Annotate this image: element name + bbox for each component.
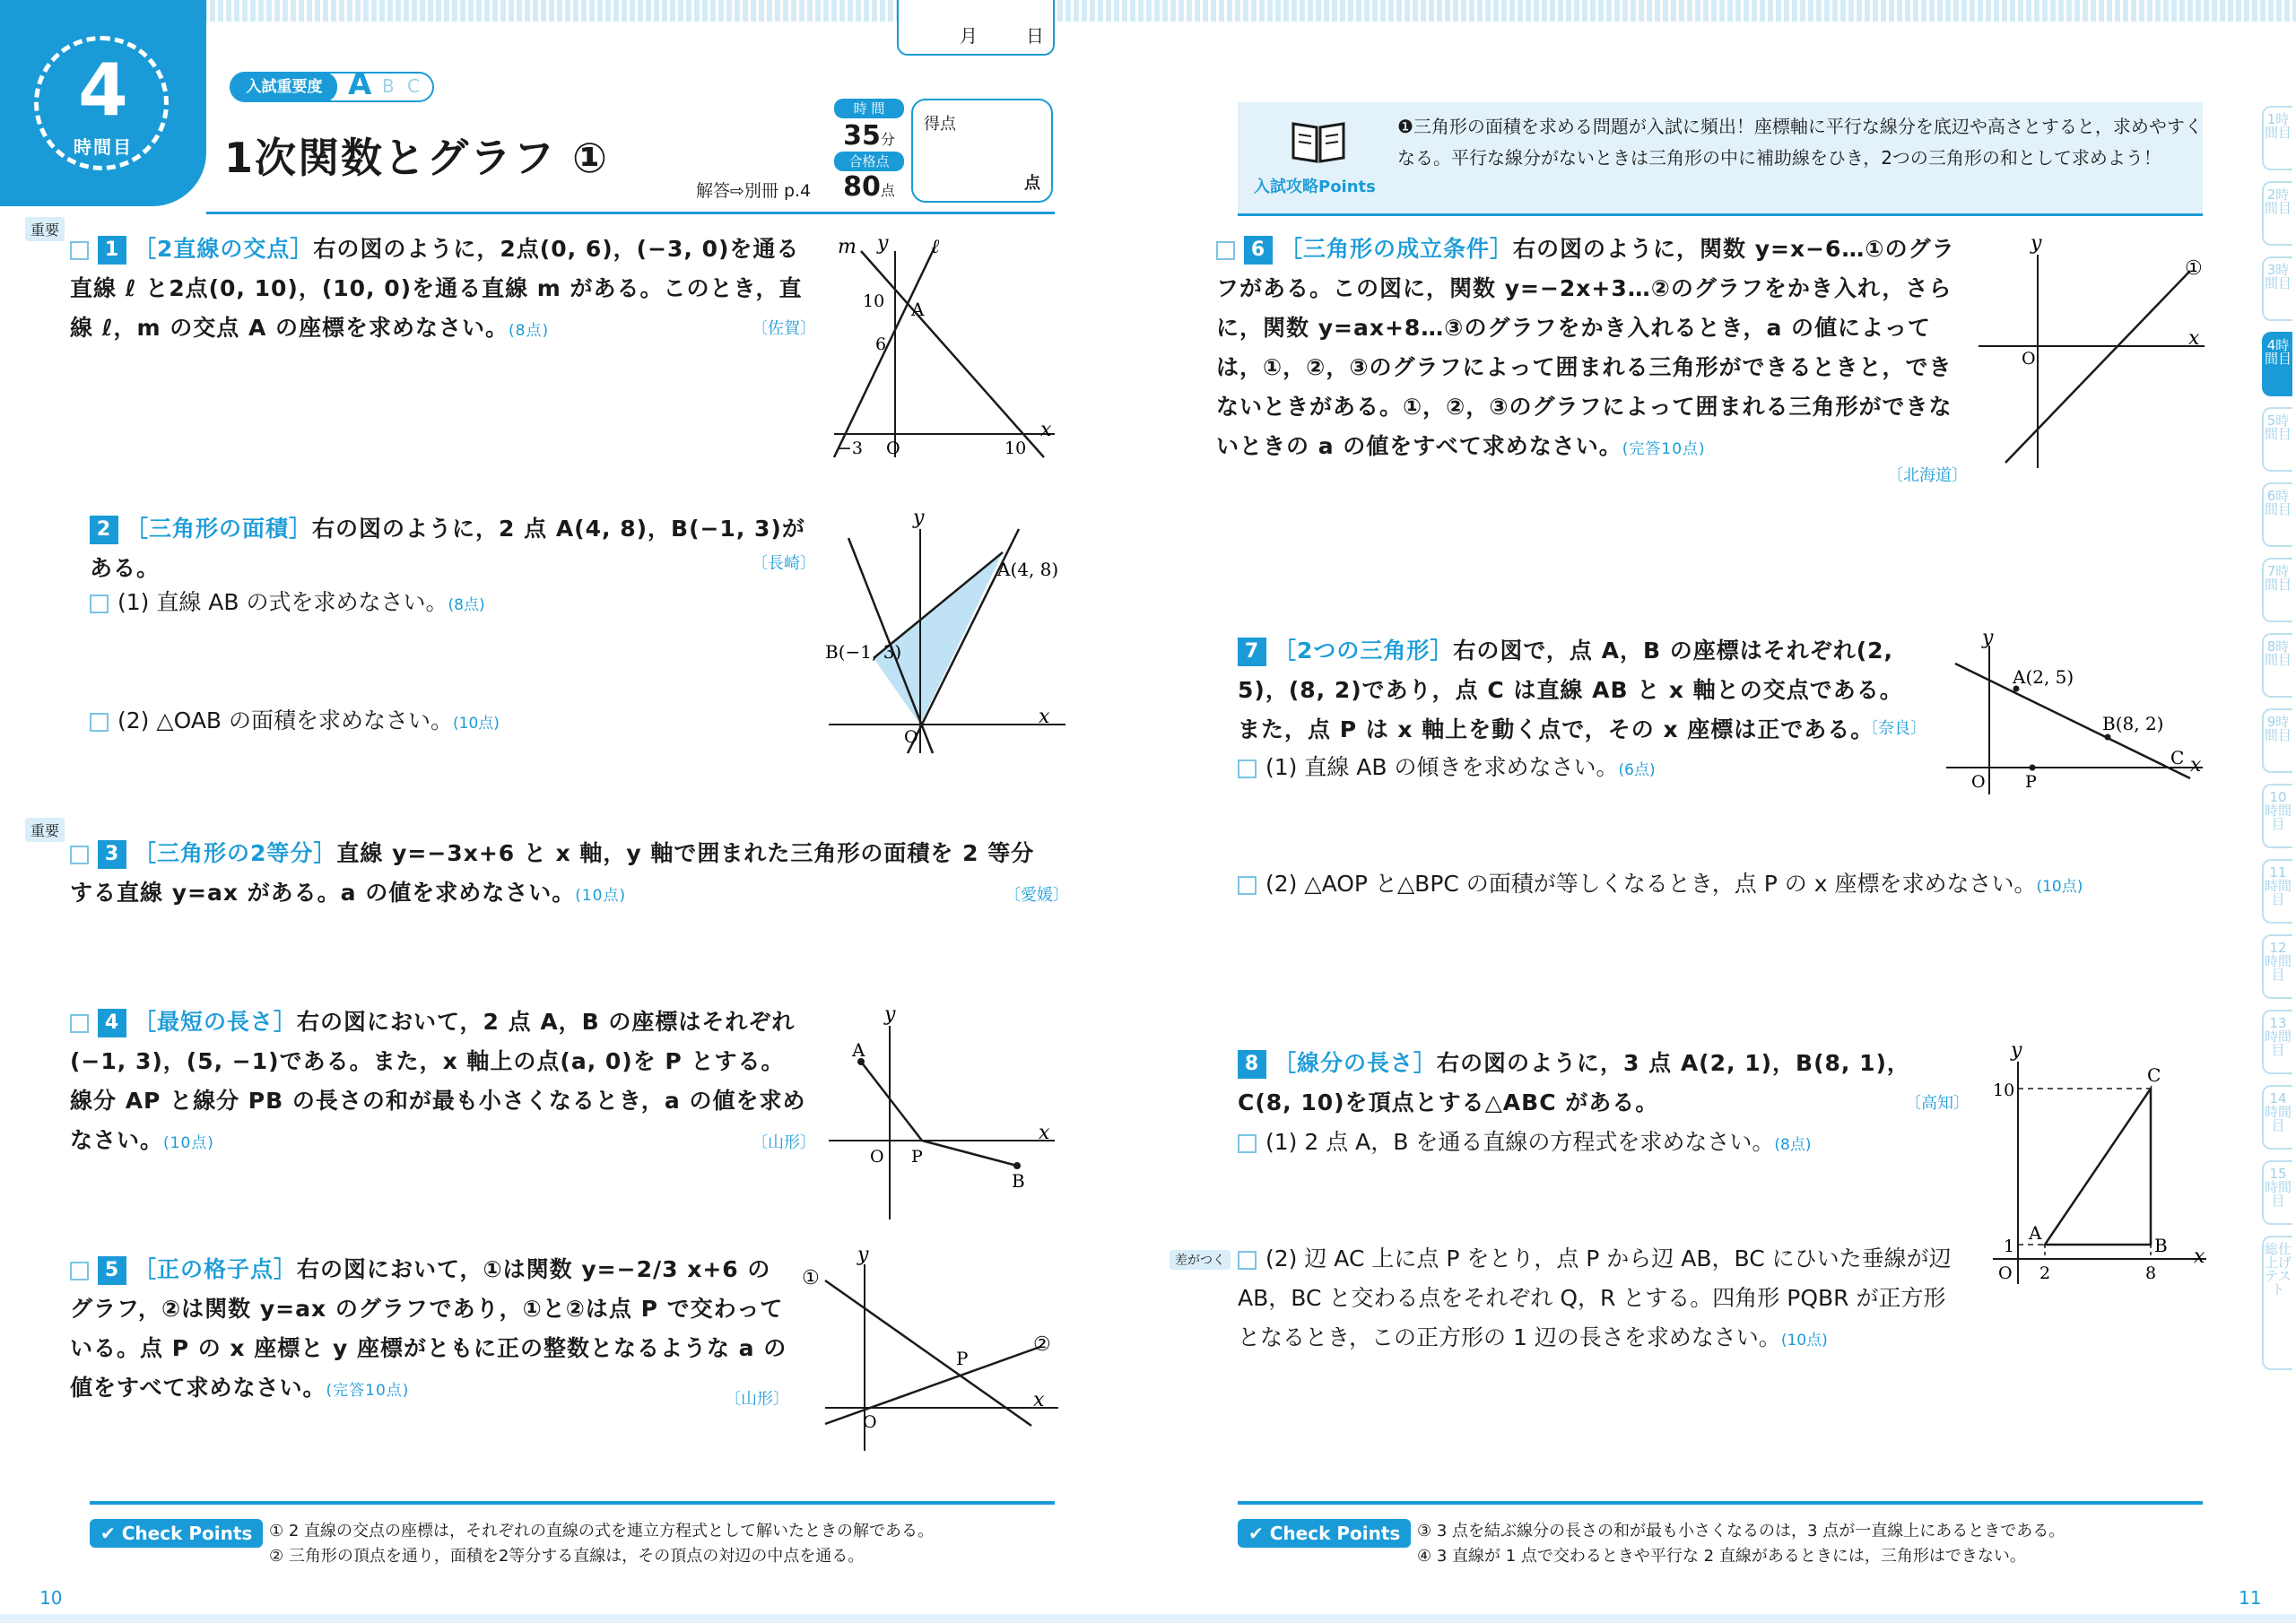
- g8-C-label: C: [2147, 1064, 2161, 1086]
- lesson-unit: 時間目: [74, 136, 133, 158]
- date-month: 月: [960, 25, 978, 47]
- graph-4: [825, 1004, 1058, 1219]
- question-7-sub2-checkbox[interactable]: [1238, 876, 1257, 895]
- g2-x-label: x: [1039, 706, 1050, 728]
- pass-unit: 点: [880, 182, 895, 199]
- question-7-number: 7: [1238, 638, 1266, 666]
- g6-c1-label: ①: [2185, 257, 2203, 280]
- importance-level-b: B: [382, 75, 395, 97]
- g7-y-label: y: [1982, 628, 1994, 649]
- g6-O-label: O: [2022, 349, 2036, 369]
- check-points-label-left: Check Points: [121, 1523, 253, 1544]
- check-bar-right: [1238, 1501, 2203, 1505]
- g2-A-label: A(4, 8): [997, 559, 1059, 580]
- question-6-checkbox[interactable]: [1216, 241, 1235, 260]
- question-2-sub2: [90, 701, 500, 743]
- g7-P-label: P: [2025, 772, 2037, 792]
- question-7-sub1-points: (6点): [1618, 761, 1656, 779]
- side-tab-14[interactable]: 14時間目: [2262, 1085, 2292, 1150]
- g4-x-label: x: [1039, 1122, 1050, 1144]
- question-2: [90, 509, 825, 588]
- question-6-text: 右の図のように，関数 y=x−6…①のグラフがある。この図に，関数 y=−2x+3…②のグラフをかき入れ，さらに，関数 y=ax+8…③のグラフをかき入れるとき，a の値によっては，①，②，③のグラフによって囲まれる三角形ができるときと，できないときがある。①，②，③のグラフによって囲まれる三角形ができないときの a の値をすべて求めなさい。: [1216, 236, 1955, 459]
- check-points-label-right: Check Points: [1269, 1523, 1401, 1544]
- score-box[interactable]: [911, 99, 1053, 203]
- time-unit: 分: [880, 131, 895, 148]
- question-8-sub2-checkbox[interactable]: [1238, 1251, 1257, 1270]
- g5-x-label: x: [1033, 1389, 1045, 1411]
- side-tab-2[interactable]: 2時間目: [2262, 181, 2292, 246]
- question-8-sub1-text: (1) 2 点 A，B を通る直線の方程式を求めなさい。: [1265, 1129, 1775, 1155]
- side-tab-10[interactable]: 10時間目: [2262, 784, 2292, 848]
- g8-y-label: y: [2011, 1040, 2022, 1062]
- g1-A-label: A: [911, 299, 925, 320]
- g1-l-label: ℓ: [931, 236, 940, 258]
- strategy-divider: [1238, 213, 2203, 216]
- question-3-tag: ［三角形の2等分］: [134, 840, 337, 866]
- g4-P-label: P: [911, 1147, 923, 1167]
- question-6-points: (完答10点): [1622, 440, 1706, 458]
- g1-y10-label: 10: [863, 291, 885, 311]
- question-7-source: 〔奈良〕: [1862, 719, 1926, 738]
- g4-A-label: A: [852, 1039, 865, 1061]
- g2-B-label: B(−1, 3): [825, 641, 902, 663]
- pass-value: 80: [843, 171, 881, 203]
- g2-O-label: O: [904, 727, 918, 747]
- question-8-text: 右の図のように，3 点 A(2, 1)，B(8, 1)，C(8, 10)を頂点とする△ABC がある。: [1238, 1050, 1910, 1115]
- g8-O-label: O: [1998, 1263, 2013, 1283]
- question-5: [70, 1250, 787, 1410]
- g7-O-label: O: [1971, 772, 1986, 792]
- graph-2: [825, 511, 1067, 762]
- question-2-sub1-points: (8点): [448, 596, 485, 614]
- importance-badge: [230, 66, 434, 102]
- graph-7: [1943, 628, 2212, 798]
- g8-B-label: B: [2154, 1235, 2168, 1256]
- score-unit: 点: [1024, 174, 1040, 193]
- g8-x-label: x: [2194, 1245, 2205, 1268]
- graph-8: [1982, 1040, 2215, 1291]
- question-7-sub2: [1238, 864, 2083, 907]
- g5-P-label: P: [956, 1348, 969, 1369]
- g7-C-label: C: [2170, 747, 2185, 768]
- g8-x8-label: 8: [2145, 1263, 2157, 1283]
- side-tab-15[interactable]: 15時間目: [2262, 1160, 2292, 1225]
- side-tab-7[interactable]: 7時間目: [2262, 558, 2292, 622]
- check-points-badge-right: [1238, 1519, 1411, 1548]
- check-points-left: [269, 1519, 1049, 1569]
- graph-1: [825, 233, 1058, 466]
- lesson-number: 4: [78, 48, 128, 132]
- g5-O-label: O: [863, 1412, 877, 1432]
- question-8-sub1-checkbox[interactable]: [1238, 1134, 1257, 1153]
- question-6-source: 〔北海道〕: [1887, 466, 1968, 485]
- question-2-tag: ［三角形の面積］: [126, 516, 313, 542]
- g5-y-label: y: [857, 1248, 869, 1266]
- check-icon: ✔: [1248, 1523, 1270, 1544]
- check-icon: ✔: [100, 1523, 122, 1544]
- book-icon: [1290, 117, 1347, 169]
- question-3-text: 直線 y=−3x+6 と x 軸，y 軸で囲まれた三角形の面積を 2 等分する直線 y=ax がある。a の値を求めなさい。: [70, 840, 1035, 906]
- sagatsuku-badge: 差がつく: [1170, 1250, 1231, 1270]
- question-2-sub1-text: (1) 直線 AB の式を求めなさい。: [117, 589, 448, 615]
- question-5-number: 5: [98, 1256, 126, 1285]
- question-2-sub2-points: (10点): [453, 715, 500, 733]
- check-point-3: ③ 3 点を結ぶ線分の長さの和が最も小さくなるのは，3 点が一直線上にあるときである。: [1417, 1522, 2066, 1541]
- g8-A-label: A: [2029, 1222, 2042, 1244]
- importance-label: 入試重要度: [231, 72, 337, 102]
- date-box[interactable]: [897, 0, 1055, 56]
- question-8-number: 8: [1238, 1050, 1266, 1079]
- question-3-checkbox[interactable]: [70, 846, 89, 864]
- side-tab-4[interactable]: 4時間目: [2262, 332, 2292, 396]
- strategy-label: 入試攻略Points: [1254, 178, 1376, 196]
- juyo-badge-1: 重要: [25, 217, 65, 241]
- g6-x-label: x: [2188, 327, 2200, 350]
- question-8-sub1: [1238, 1123, 1811, 1165]
- g1-x-label: x: [1040, 419, 1052, 441]
- g4-B-label: B: [1012, 1170, 1025, 1192]
- g7-B-label: B(8, 2): [2102, 713, 2164, 734]
- side-tab-1[interactable]: 1時間目: [2262, 106, 2292, 170]
- question-8-sub1-points: (8点): [1774, 1136, 1812, 1154]
- importance-level-a: A: [348, 66, 372, 102]
- g7-A-label: A(2, 5): [2013, 666, 2074, 688]
- check-point-2: ② 三角形の頂点を通り，面積を2等分する直線は，その頂点の対辺の中点を通る。: [269, 1547, 865, 1566]
- time-box: [834, 99, 904, 203]
- question-8-sub2: [1238, 1239, 1955, 1360]
- g1-O-label: O: [886, 438, 900, 458]
- g5-c2-label: ②: [1033, 1333, 1051, 1356]
- side-tab-13[interactable]: 13時間目: [2262, 1010, 2292, 1074]
- question-4-checkbox[interactable]: [70, 1014, 89, 1033]
- strategy-text: ❶三角形の面積を求める問題が入試に頻出！座標軸に平行な線分を底辺や高さとすると，求めやすくなる。平行な線分がないときは三角形の中に補助線をひき，2つの三角形の和として求めよう！: [1397, 116, 2203, 169]
- g5-c1-label: ①: [802, 1267, 820, 1289]
- side-tab-9[interactable]: 9時間目: [2262, 708, 2292, 773]
- question-2-source: 〔長崎〕: [752, 554, 816, 573]
- question-3: [70, 834, 1057, 916]
- question-5-text: 右の図において，①は関数 y=−2/3 x+6 のグラフ，②は関数 y=ax のグラフであり，①と②は点 P で交わっている。点 P の x 座標と y 座標がともに正の整数となるような a の値をすべて求めなさい。: [70, 1256, 787, 1401]
- question-8-tag: ［線分の長さ］: [1274, 1050, 1438, 1076]
- question-7-sub1-checkbox[interactable]: [1238, 759, 1257, 778]
- answer-ref: 解答⇨別冊 p.4: [696, 181, 812, 201]
- question-3-source: 〔愛媛〕: [1004, 886, 1069, 905]
- question-6-tag: ［三角形の成立条件］: [1280, 236, 1514, 262]
- question-1-checkbox[interactable]: [70, 241, 89, 260]
- importance-level-c: C: [407, 75, 420, 97]
- top-decoration: [0, 0, 2296, 22]
- question-1: [70, 230, 807, 351]
- score-label: 得点: [924, 115, 956, 134]
- page-number-left: 10: [39, 1587, 63, 1609]
- question-5-points: (完答10点): [326, 1382, 410, 1400]
- question-7-text: 右の図で，点 A，B の座標はそれぞれ(2, 5)，(8, 2)であり，点 C は直線 AB と x 軸との交点である。また，点 P は x 軸上を動く点で，その x 座標は正である。: [1238, 638, 1903, 742]
- check-points-badge-left: [90, 1519, 263, 1548]
- pass-label: 合格点: [834, 152, 904, 171]
- question-5-checkbox[interactable]: [70, 1262, 89, 1280]
- g8-y10-label: 10: [1993, 1081, 2015, 1100]
- question-7-sub2-points: (10点): [2036, 878, 2083, 896]
- question-7-sub1-text: (1) 直線 AB の傾きを求めなさい。: [1265, 754, 1619, 780]
- g1-m-label: m: [838, 236, 857, 258]
- question-2-sub2-checkbox[interactable]: [90, 713, 109, 732]
- g8-x2-label: 2: [2039, 1263, 2051, 1283]
- question-4: [70, 1002, 807, 1163]
- page-title: 1次関数とグラフ ①: [224, 134, 609, 182]
- question-6-number: 6: [1244, 236, 1273, 265]
- question-8-source: 〔高知〕: [1905, 1094, 1970, 1113]
- question-4-tag: ［最短の長さ］: [134, 1009, 298, 1035]
- question-2-sub1-checkbox[interactable]: [90, 595, 109, 613]
- g8-y1-label: 1: [2004, 1237, 2015, 1256]
- g6-y-label: y: [2031, 233, 2042, 255]
- question-3-points: (10点): [575, 887, 627, 905]
- check-bar-left: [90, 1501, 1055, 1505]
- g4-O-label: O: [870, 1147, 884, 1167]
- g7-x-label: x: [2190, 754, 2202, 777]
- side-tab-5[interactable]: 5時間目: [2262, 407, 2292, 472]
- g1-xm3-label: −3: [838, 438, 864, 458]
- g2-y-label: y: [913, 511, 925, 529]
- lesson-badge: [0, 0, 206, 206]
- question-6: [1216, 230, 1961, 469]
- question-7-sub2-text: (2) △AOP と△BPC の面積が等しくなるとき，点 P の x 座標を求めなさい。: [1265, 871, 2037, 897]
- question-2-sub1: [90, 583, 485, 625]
- question-1-text: 右の図のように，2点(0, 6)，(−3, 0)を通る直線 ℓ と2点(0, 10)，(10, 0)を通る直線 m がある。このとき，直線 ℓ，m の交点 A の座標を求めなさい。: [70, 236, 803, 341]
- question-3-number: 3: [98, 840, 126, 869]
- question-7-tag: ［2つの三角形］: [1274, 638, 1454, 664]
- question-2-sub2-text: (2) △OAB の面積を求めなさい。: [117, 707, 454, 733]
- question-1-tag: ［2直線の交点］: [134, 236, 314, 262]
- question-8-sub2-text: (2) 辺 AC 上に点 P をとり，点 P から辺 AB，BC にひいた垂線が辺 AB，BC と交わる点をそれぞれ Q，R とする。四角形 PQBR が正方形となるとき，この正方形の 1 辺の長さを求めなさい。: [1238, 1245, 1952, 1350]
- side-tab-12[interactable]: 12時間目: [2262, 934, 2292, 999]
- graph-6: [1973, 233, 2215, 475]
- g4-y-label: y: [884, 1004, 896, 1026]
- side-tab-final[interactable]: 総仕上げテスト: [2262, 1236, 2292, 1370]
- question-8-sub2-points: (10点): [1780, 1332, 1828, 1350]
- question-1-number: 1: [98, 236, 126, 265]
- question-4-number: 4: [98, 1009, 126, 1037]
- graph-5: [798, 1248, 1067, 1454]
- question-1-points: (8点): [509, 322, 550, 340]
- question-2-number: 2: [90, 516, 118, 544]
- side-tab-11[interactable]: 11時間目: [2262, 859, 2292, 924]
- question-7-sub1: [1238, 748, 1656, 790]
- check-point-1: ① 2 直線の交点の座標は，それぞれの直線の式を連立方程式として解いたときの解である。: [269, 1522, 935, 1541]
- question-1-source: 〔佐賀〕: [752, 319, 816, 338]
- side-tab-6[interactable]: 6時間目: [2262, 482, 2292, 547]
- check-point-4: ④ 3 直線が 1 点で交わるときや平行な 2 直線があるときには，三角形はできない。: [1417, 1547, 2026, 1566]
- side-tab-3[interactable]: 3時間目: [2262, 256, 2292, 321]
- date-day: 日: [1026, 25, 1044, 47]
- check-points-right: [1417, 1519, 2197, 1569]
- question-2-text: 右の図のように，2 点 A(4, 8)，B(−1, 3)がある。: [90, 516, 805, 581]
- question-5-tag: ［正の格子点］: [134, 1256, 298, 1282]
- question-8: [1238, 1044, 1955, 1123]
- g1-x10-label: 10: [1004, 438, 1027, 458]
- bottom-strip: [0, 1614, 2296, 1623]
- juyo-badge-3: 重要: [25, 818, 65, 842]
- question-4-source: 〔山形〕: [752, 1133, 816, 1152]
- g1-y6-label: 6: [875, 334, 887, 354]
- time-label: 時 間: [834, 99, 904, 118]
- header-rule: [206, 212, 1055, 214]
- time-value: 35: [843, 120, 881, 152]
- question-4-text: 右の図において，2 点 A，B の座標はそれぞれ(−1, 3)，(5, −1)である。また，x 軸上の点(a, 0)を P とする。線分 AP と線分 PB の長さの和が最も小さくなるとき，a の値を求めなさい。: [70, 1009, 806, 1153]
- g1-y-label: y: [877, 233, 889, 255]
- page-number-right: 11: [2239, 1587, 2262, 1609]
- question-5-source: 〔山形〕: [725, 1390, 789, 1409]
- side-tab-8[interactable]: 8時間目: [2262, 633, 2292, 698]
- question-7: [1238, 631, 1925, 750]
- question-4-points: (10点): [163, 1134, 214, 1152]
